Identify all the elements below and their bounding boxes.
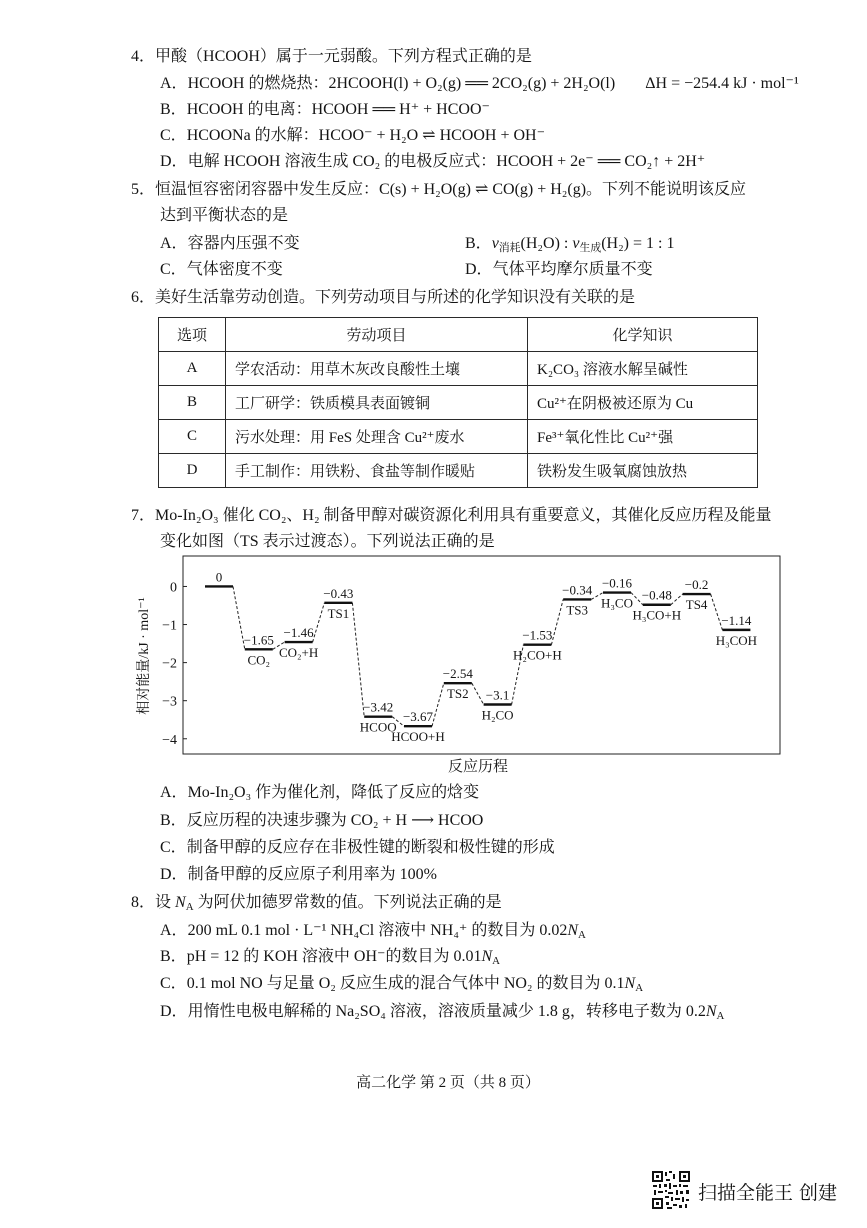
option-text bbox=[491, 235, 675, 255]
q8-stem bbox=[131, 892, 502, 914]
option-label: A． bbox=[160, 75, 188, 92]
energy-value-label: −1.14 bbox=[721, 612, 752, 628]
question-stem: 恒温恒容密闭容器中发生反应：C(s) + H₂O(g) ⇌ CO(g) + H₂(g)。下列不能说明该反应 bbox=[155, 181, 747, 198]
q4-stem bbox=[131, 46, 532, 68]
species-label: H₃CO bbox=[601, 595, 633, 611]
option-label: A． bbox=[160, 922, 188, 939]
q7-option-d bbox=[160, 864, 437, 886]
q5-stem-line-2: 达到平衡状态的是 bbox=[160, 207, 289, 224]
labor-chemistry-table bbox=[158, 317, 758, 488]
transition-connector bbox=[313, 603, 325, 642]
option-label: C． bbox=[160, 975, 187, 992]
q4-option-d bbox=[160, 151, 705, 173]
q7-option-c bbox=[160, 837, 555, 859]
option-label: A． bbox=[160, 784, 188, 801]
q8-option-c bbox=[160, 973, 643, 995]
cell-task: 手工制作：用铁粉、食盐等制作暖贴 bbox=[226, 454, 528, 488]
text-segment: N bbox=[481, 948, 493, 965]
option-text bbox=[187, 922, 586, 942]
table-row bbox=[159, 386, 758, 420]
option-text bbox=[186, 948, 501, 968]
text-segment: 200 mL 0.1 mol · L⁻¹ NH₄Cl 溶液中 NH₄⁺ 的数目为 0.02 bbox=[187, 922, 568, 939]
text-segment: pH = 12 的 KOH 溶液中 OH⁻的数目为 0.01 bbox=[186, 948, 482, 965]
text-segment: 消耗 bbox=[498, 242, 521, 255]
cell-knowledge: Fe³⁺氧化性比 Cu²⁺强 bbox=[528, 420, 758, 454]
reaction-path-axis-label: 反应历程 bbox=[447, 759, 508, 775]
energy-value-label: −3.1 bbox=[485, 687, 510, 703]
cell-option: B bbox=[159, 386, 226, 420]
y-tick-label: −3 bbox=[162, 694, 177, 710]
text-segment: N bbox=[705, 1003, 717, 1020]
question-number: 6． bbox=[131, 289, 156, 306]
y-tick-label: 0 bbox=[170, 580, 177, 596]
text-segment: 0.1 mol NO 与足量 O₂ 反应生成的混合气体中 NO₂ 的数目为 0.1 bbox=[186, 975, 625, 992]
option-label: C． bbox=[160, 127, 187, 144]
qr-code-icon bbox=[651, 1170, 691, 1210]
energy-value-label: −1.46 bbox=[283, 625, 314, 641]
option-text: 制备甲醇的反应存在非极性键的断裂和极性键的形成 bbox=[186, 839, 555, 856]
energy-value-label: −3.42 bbox=[363, 699, 394, 715]
header-option: 选项 bbox=[159, 318, 226, 352]
option-text: 制备甲醇的反应原子利用率为 100% bbox=[187, 866, 437, 883]
q5-option-c bbox=[160, 259, 283, 281]
species-label: TS4 bbox=[685, 597, 708, 613]
cell-knowledge: Cu²⁺在阴极被还原为 Cu bbox=[528, 386, 758, 420]
q7-option-a bbox=[160, 782, 479, 804]
y-tick-label: −2 bbox=[162, 656, 177, 672]
option-text: 气体密度不变 bbox=[186, 261, 283, 278]
energy-value-label: −3.67 bbox=[402, 709, 434, 725]
question-number: 7． bbox=[131, 507, 156, 524]
cell-task: 工厂研学：铁质模具表面镀铜 bbox=[226, 386, 528, 420]
q5-option-a bbox=[160, 233, 300, 255]
table-row bbox=[159, 454, 758, 488]
option-text: 反应历程的决速步骤为 CO₂ + H ⟶ HCOO bbox=[186, 812, 484, 829]
option-label: B． bbox=[160, 101, 187, 118]
text-segment: ν bbox=[491, 235, 499, 252]
question-number: 8． bbox=[131, 894, 156, 911]
q4-option-b bbox=[160, 99, 490, 121]
question-number: 5． bbox=[131, 181, 156, 198]
text-segment: (H₂O) : bbox=[520, 235, 573, 252]
text-segment: 为阿伏加德罗常数的值。下列说法正确的是 bbox=[193, 894, 502, 911]
q8-option-b bbox=[160, 946, 500, 968]
transition-connector bbox=[671, 594, 683, 605]
q6-stem bbox=[131, 287, 635, 309]
q7-stem-line-2: 变化如图（TS 表示过渡态）。下列说法正确的是 bbox=[160, 533, 495, 550]
q5-option-d bbox=[465, 259, 653, 281]
q7-option-b bbox=[160, 810, 483, 832]
option-label: C． bbox=[160, 261, 187, 278]
species-label: TS3 bbox=[566, 602, 589, 618]
species-label: HCOO+H bbox=[391, 729, 445, 745]
table-row bbox=[159, 352, 758, 386]
cell-option: C bbox=[159, 420, 226, 454]
question-stem: 甲酸（HCOOH）属于一元弱酸。下列方程式正确的是 bbox=[155, 48, 532, 65]
energy-value-label: −0.34 bbox=[562, 582, 593, 598]
cell-option: D bbox=[159, 454, 226, 488]
species-label: TS1 bbox=[327, 605, 350, 621]
option-label: B． bbox=[465, 235, 492, 252]
species-label: TS2 bbox=[446, 686, 469, 702]
header-task: 劳动项目 bbox=[226, 318, 528, 352]
option-text: HCOONa 的水解：HCOO⁻ + H₂O ⇌ HCOOH + OH⁻ bbox=[186, 127, 546, 144]
question-stem bbox=[155, 894, 502, 914]
table-row bbox=[159, 420, 758, 454]
q4-option-a bbox=[160, 73, 799, 95]
option-text: HCOOH 的电离：HCOOH ══ H⁺ + HCOO⁻ bbox=[186, 101, 490, 118]
transition-connector bbox=[551, 599, 563, 644]
energy-axis-label: 相对能量/kJ · mol⁻¹ bbox=[137, 597, 152, 715]
species-label: H₂CO+H bbox=[513, 647, 562, 663]
species-label: H₂CO bbox=[481, 707, 514, 723]
option-label: D． bbox=[160, 866, 188, 883]
q5-option-b bbox=[465, 233, 674, 255]
energy-value-label: 0 bbox=[215, 569, 223, 585]
option-label: C． bbox=[160, 839, 187, 856]
text-segment: A bbox=[578, 929, 586, 942]
option-text: 容器内压强不变 bbox=[187, 235, 300, 252]
energy-value-label: −0.48 bbox=[641, 587, 672, 603]
question-number: 4． bbox=[131, 48, 156, 65]
option-text: 气体平均摩尔质量不变 bbox=[492, 261, 653, 278]
transition-connector bbox=[432, 683, 444, 726]
option-label: D． bbox=[160, 1003, 188, 1020]
energy-value-label: −0.16 bbox=[601, 575, 633, 591]
text-segment: 设 bbox=[155, 894, 176, 911]
transition-connector bbox=[472, 683, 484, 704]
text-segment: N bbox=[175, 894, 186, 911]
text-segment: N bbox=[567, 922, 579, 939]
text-segment: ν bbox=[572, 235, 580, 252]
energy-value-label: −0.43 bbox=[323, 585, 354, 601]
text-segment: A bbox=[635, 982, 644, 995]
option-text: 电解 HCOOH 溶液生成 CO₂ 的电极反应式：HCOOH + 2e⁻ ══ CO₂↑ + 2H⁺ bbox=[187, 153, 706, 170]
q5-stem-line-1 bbox=[131, 179, 746, 201]
question-stem: 美好生活靠劳动创造。下列劳动项目与所述的化学知识没有关联的是 bbox=[155, 289, 636, 306]
option-label: B． bbox=[160, 812, 187, 829]
header-knowledge: 化学知识 bbox=[528, 318, 758, 352]
enthalpy-value: ΔH = −254.4 kJ · mol⁻¹ bbox=[645, 75, 799, 92]
q8-option-d bbox=[160, 1001, 724, 1023]
text-segment: (H₂) = 1 : 1 bbox=[601, 235, 675, 252]
scanner-watermark: 扫描全能王 创建 bbox=[698, 1182, 838, 1204]
text-segment: A bbox=[492, 955, 501, 968]
energy-profile-diagram bbox=[150, 555, 790, 757]
species-label: HCOO bbox=[359, 719, 397, 735]
text-segment: 生成 bbox=[579, 242, 602, 255]
text-segment: N bbox=[624, 975, 636, 992]
q7-stem-line-1 bbox=[131, 505, 772, 527]
option-label: D． bbox=[465, 261, 493, 278]
text-segment: A bbox=[185, 901, 194, 914]
species-label: CO₂ bbox=[247, 652, 271, 668]
species-label: H₃COH bbox=[715, 632, 758, 648]
option-label: B． bbox=[160, 948, 187, 965]
species-label: CO₂+H bbox=[278, 645, 319, 661]
energy-value-label: −2.54 bbox=[442, 666, 473, 682]
q8-option-a bbox=[160, 920, 586, 942]
option-label: A． bbox=[160, 235, 188, 252]
cell-option: A bbox=[159, 352, 226, 386]
energy-value-label: −1.53 bbox=[522, 627, 553, 643]
table-header-row bbox=[159, 318, 758, 352]
energy-value-label: −1.65 bbox=[243, 632, 274, 648]
option-text: HCOOH 的燃烧热：2HCOOH(l) + O₂(g) ══ 2CO₂(g) + 2H₂O(l) bbox=[187, 75, 616, 92]
question-stem: Mo-In₂O₃ 催化 CO₂、H₂ 制备甲醇对碳资源化利用具有重要意义，其催化反应历程及能量 bbox=[155, 507, 772, 524]
cell-task: 学农活动：用草木灰改良酸性土壤 bbox=[226, 352, 528, 386]
page-footer: 高二化学 第 2 页（共 8 页） bbox=[356, 1075, 540, 1091]
energy-value-label: −0.2 bbox=[684, 577, 709, 593]
q4-option-c bbox=[160, 125, 545, 147]
option-text bbox=[186, 975, 644, 995]
y-tick-label: −1 bbox=[162, 618, 177, 634]
option-text bbox=[187, 1003, 725, 1023]
option-text: Mo-In₂O₃ 作为催化剂，降低了反应的焓变 bbox=[187, 784, 480, 801]
cell-task: 污水处理：用 FeS 处理含 Cu²⁺废水 bbox=[226, 420, 528, 454]
species-label: H₃CO+H bbox=[632, 607, 682, 623]
text-segment: 用惰性电极电解稀的 Na₂SO₄ 溶液，溶液质量减少 1.8 g，转移电子数为 0.2 bbox=[187, 1003, 706, 1020]
cell-knowledge: K₂CO₃ 溶液水解呈碱性 bbox=[528, 352, 758, 386]
option-label: D． bbox=[160, 153, 188, 170]
y-tick-label: −4 bbox=[162, 732, 177, 748]
text-segment: A bbox=[716, 1010, 725, 1023]
cell-knowledge: 铁粉发生吸氧腐蚀放热 bbox=[528, 454, 758, 488]
